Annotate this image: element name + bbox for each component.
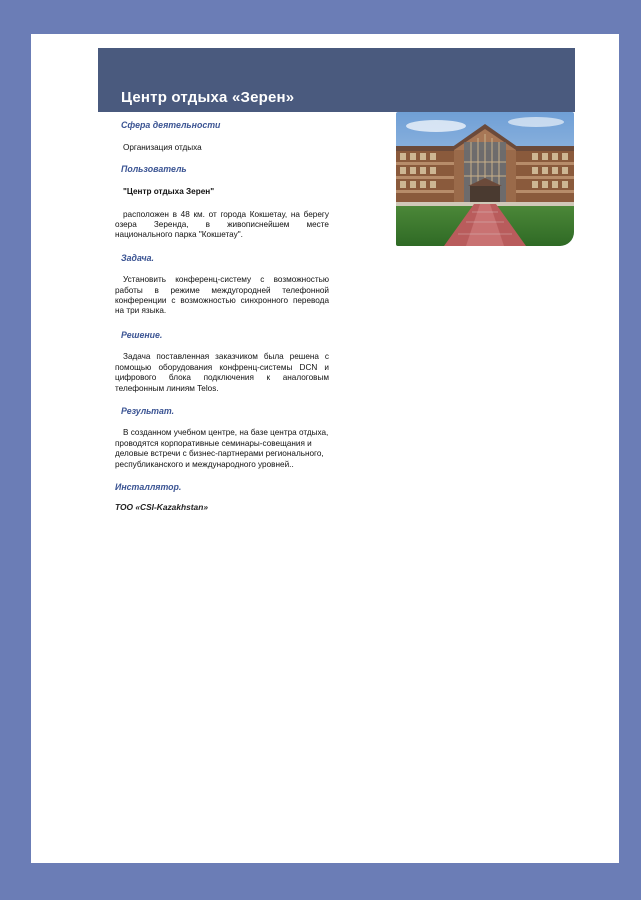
heading-sphere: Сфера деятельности [121, 120, 221, 130]
heading-task: Задача. [121, 252, 155, 263]
task-text: Установить конференц-систему с возможностью работы в режиме междугородней телефонной конференции с возможностью синхронного перевода на три языка. [115, 275, 329, 316]
building-photo [396, 112, 574, 246]
heading-solution: Решение. [121, 329, 163, 340]
installer-text: ТОО «CSI-Kazakhstan» [115, 502, 208, 513]
heading-user: Пользователь [121, 163, 187, 174]
solution-text: Задача поставленная заказчиком была решена с помощью оборудования конфренц-системы DCN и цифрового блока подключения к аналоговым телефонным линиям Telos. [115, 352, 329, 393]
user-name: "Центр отдыха Зерен" [123, 187, 215, 197]
heading-installer: Инсталлятор. [115, 481, 182, 492]
result-text: В созданном учебном центре, на базе центра отдыха, проводятся корпоративные семинары-совещания и деловые встречи с бизнес-партнерами регионального, республиканского и международного уровней.. [115, 428, 329, 469]
sphere-text: Организация отдыха [123, 143, 202, 153]
document-page [31, 34, 619, 863]
title-banner [98, 48, 575, 112]
text-column [115, 120, 329, 513]
page-title: Центр отдыха «Зерен» [121, 89, 295, 106]
user-text: расположен в 48 км. от города Кокшетау, на берегу озера Зеренда, в живописнейшем месте национального парка "Кокшетау". [115, 209, 329, 240]
heading-result: Результат. [121, 405, 175, 416]
building-photo-image [396, 112, 574, 246]
